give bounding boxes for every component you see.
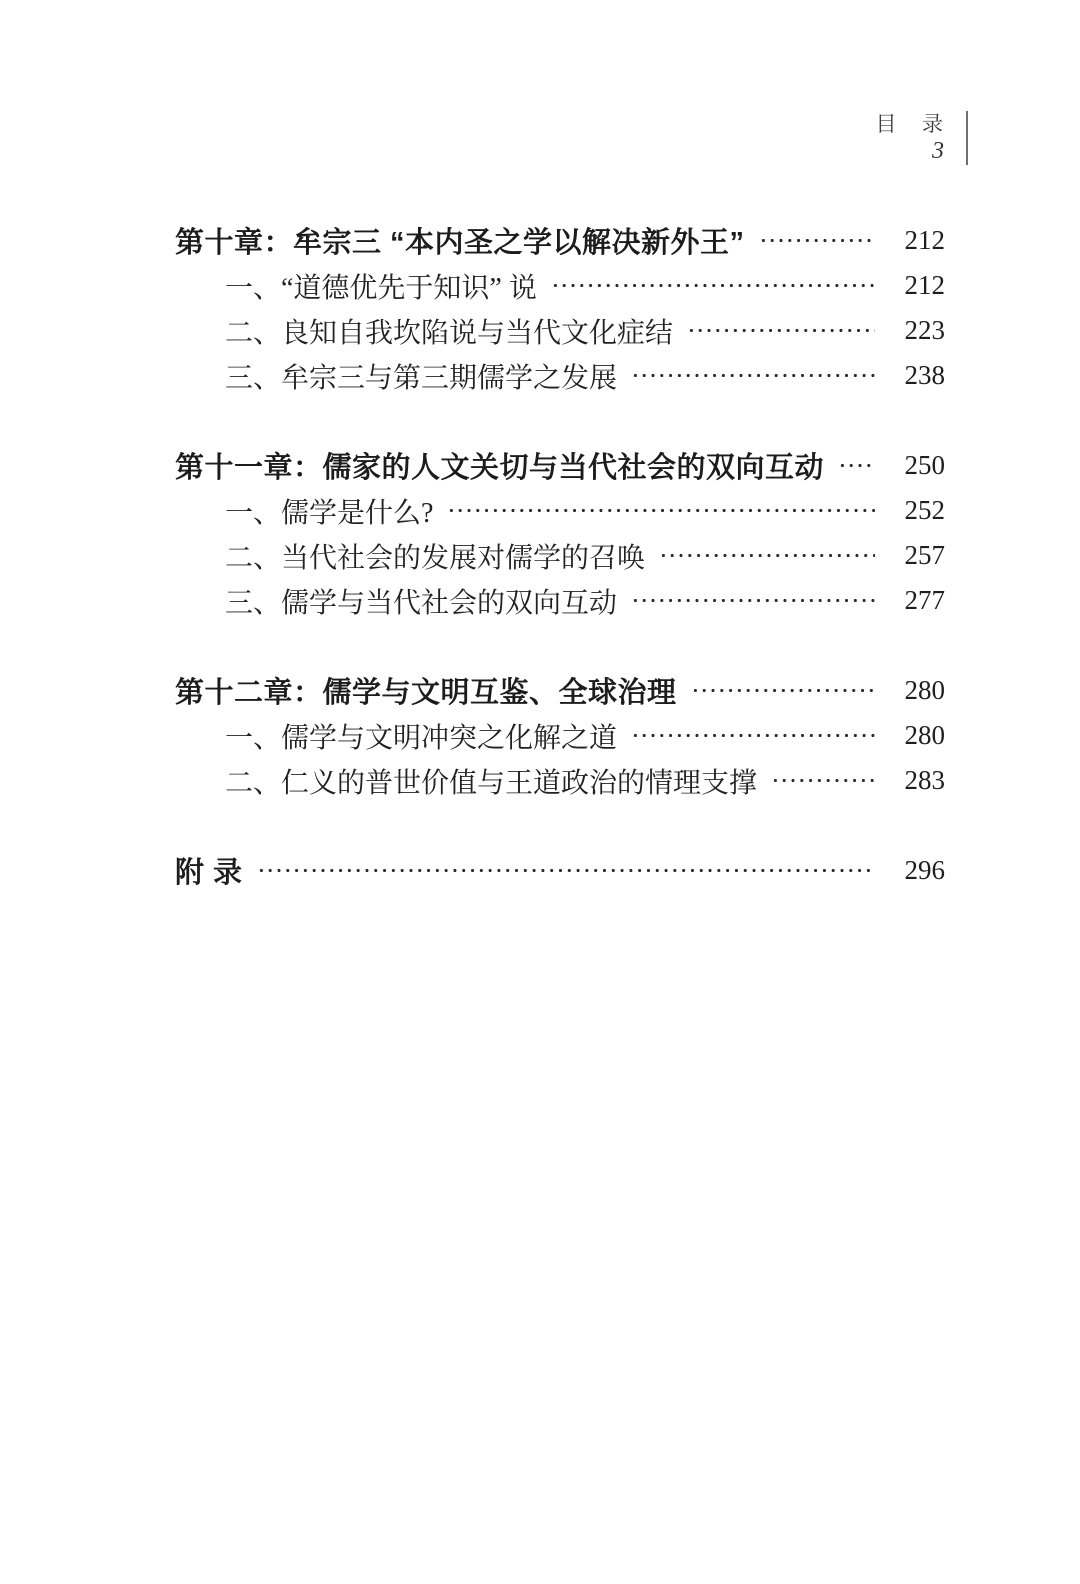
toc-item-row xyxy=(175,263,945,308)
page-number: 223 xyxy=(904,315,945,345)
page-header xyxy=(876,111,969,165)
chapter-title: 第十一章：儒家的人文关切与当代社会的双向互动 xyxy=(175,452,825,484)
dot-leader xyxy=(551,263,875,308)
page-number: 296 xyxy=(904,855,945,885)
chapter-row xyxy=(175,443,945,488)
toc-section-chapter-10 xyxy=(175,218,945,398)
toc-item-row xyxy=(175,578,945,623)
item-label: 一、儒学是什么? xyxy=(225,497,434,529)
toc-item-row xyxy=(175,308,945,353)
page-number: 277 xyxy=(904,585,945,615)
dot-leader xyxy=(257,848,875,893)
chapter-row xyxy=(175,668,945,713)
header-page-number: 3 xyxy=(932,138,944,164)
dot-leader xyxy=(631,578,875,623)
item-label: 三、儒学与当代社会的双向互动 xyxy=(225,587,618,619)
dot-leader xyxy=(631,353,875,398)
page-number: 212 xyxy=(904,225,945,255)
dot-leader xyxy=(659,533,875,578)
page-number: 238 xyxy=(904,360,945,390)
dot-leader xyxy=(759,218,875,263)
dot-leader xyxy=(838,443,875,488)
header-text xyxy=(876,111,949,165)
dot-leader xyxy=(631,713,875,758)
page-number: 283 xyxy=(904,765,945,795)
item-label: 一、“道德优先于知识” 说 xyxy=(225,272,537,304)
dot-leader xyxy=(691,668,875,713)
table-of-contents xyxy=(175,218,945,893)
header-vertical-rule xyxy=(966,111,968,165)
chapter-row xyxy=(175,218,945,263)
page-number: 212 xyxy=(904,270,945,300)
toc-item-row xyxy=(175,533,945,578)
page-number: 250 xyxy=(904,450,945,480)
toc-item-row xyxy=(175,488,945,533)
page-number: 252 xyxy=(904,495,945,525)
dot-leader xyxy=(447,488,875,533)
appendix-row xyxy=(175,848,945,893)
dot-leader xyxy=(687,308,875,353)
chapter-title: 第十章：牟宗三 “本内圣之学以解决新外王” xyxy=(175,227,745,259)
toc-section-appendix xyxy=(175,848,945,893)
toc-section-chapter-11 xyxy=(175,443,945,623)
header-title: 目 录 xyxy=(875,112,948,136)
chapter-title: 第十二章：儒学与文明互鉴、全球治理 xyxy=(175,677,677,709)
page-number: 257 xyxy=(904,540,945,570)
page-number: 280 xyxy=(904,675,945,705)
toc-item-row xyxy=(175,353,945,398)
appendix-title: 附 录 xyxy=(175,857,243,889)
item-label: 三、牟宗三与第三期儒学之发展 xyxy=(225,362,618,394)
toc-section-chapter-12 xyxy=(175,668,945,803)
item-label: 二、当代社会的发展对儒学的召唤 xyxy=(225,542,646,574)
item-label: 二、良知自我坎陷说与当代文化症结 xyxy=(225,317,674,349)
page-number: 280 xyxy=(904,720,945,750)
toc-item-row xyxy=(175,713,945,758)
toc-item-row xyxy=(175,758,945,803)
item-label: 一、儒学与文明冲突之化解之道 xyxy=(225,722,618,754)
dot-leader xyxy=(771,758,875,803)
item-label: 二、仁义的普世价值与王道政治的情理支撑 xyxy=(225,767,758,799)
